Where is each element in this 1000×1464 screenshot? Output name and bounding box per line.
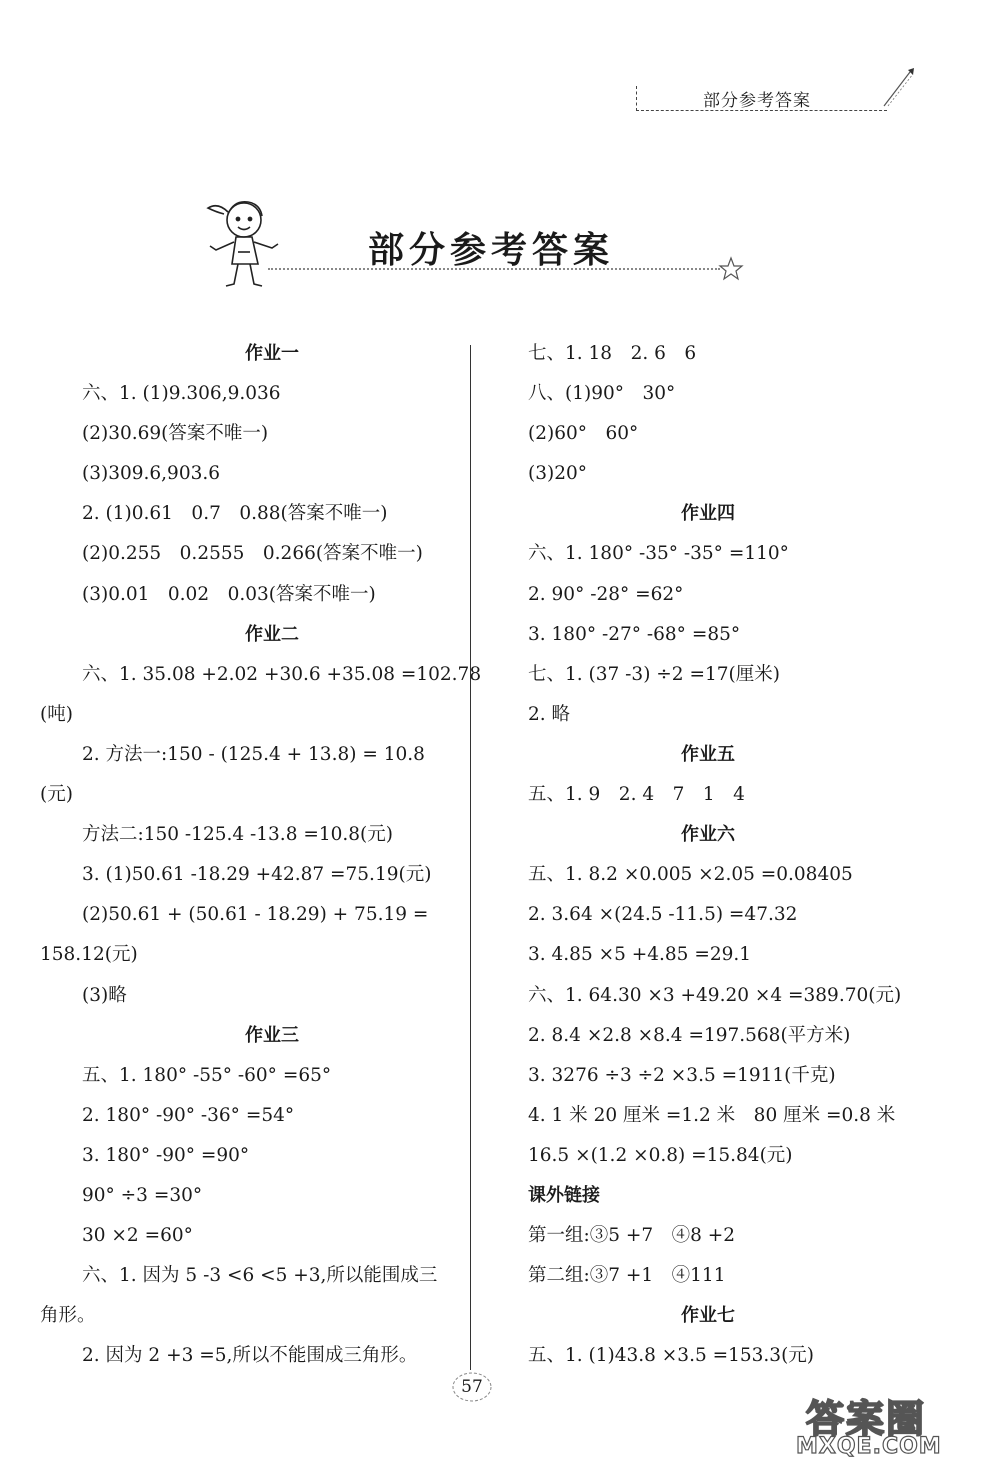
answer-line: 3. 180° -27° -68° =85° bbox=[528, 623, 741, 645]
answer-continuation: 158.12(元) bbox=[40, 944, 138, 966]
answer-line: 方法二:150 -125.4 -13.8 =10.8(元) bbox=[82, 824, 393, 846]
answer-line: 六、1. 因为 5 -3 <6 <5 +3,所以能围成三 bbox=[82, 1265, 438, 1287]
section-heading: 作业三 bbox=[245, 1024, 299, 1046]
answer-line: 第一组:③5 +7 ④8 +2 bbox=[528, 1225, 736, 1247]
page-number bbox=[450, 1370, 494, 1404]
right-column bbox=[528, 334, 968, 1376]
girl-illustration bbox=[200, 192, 284, 300]
answer-line: (3)20° bbox=[528, 463, 587, 485]
star-icon bbox=[718, 256, 744, 286]
answer-line: 3. 180° -90° =90° bbox=[82, 1144, 250, 1166]
answer-line: 七、1. 18 2. 6 6 bbox=[528, 343, 697, 364]
column-divider bbox=[470, 345, 471, 1370]
watermark bbox=[790, 1388, 990, 1460]
answer-line: (2)60° 60° bbox=[528, 423, 639, 445]
answer-line: 2. 略 bbox=[528, 703, 571, 725]
answer-line: 2. (1)0.61 0.7 0.88(答案不唯一) bbox=[82, 503, 388, 525]
answer-line: 2. 方法一:150 - (125.4 + 13.8) = 10.8 bbox=[82, 743, 425, 765]
answer-line: 2. 180° -90° -36° =54° bbox=[82, 1104, 295, 1126]
answer-line: 3. 3276 ÷3 ÷2 ×3.5 =1911(千克) bbox=[528, 1064, 836, 1086]
section-heading: 作业六 bbox=[681, 824, 735, 846]
section-heading: 作业一 bbox=[245, 343, 299, 364]
answer-line: (2)0.255 0.2555 0.266(答案不唯一) bbox=[82, 543, 423, 565]
page-number-text: 57 bbox=[461, 1377, 483, 1397]
answer-continuation: (元) bbox=[40, 784, 73, 806]
answer-line: 30 ×2 =60° bbox=[82, 1225, 193, 1247]
watermark-logo: 答案圈 bbox=[806, 1397, 927, 1441]
left-column bbox=[40, 334, 482, 1376]
answer-line: 六、1. 64.30 ×3 +49.20 ×4 =389.70(元) bbox=[528, 984, 902, 1006]
answer-line: 2. 因为 2 +3 =5,所以不能围成三角形。 bbox=[82, 1345, 418, 1367]
section-heading: 作业二 bbox=[245, 623, 299, 645]
answer-line: (3)309.6,903.6 bbox=[82, 463, 221, 485]
answer-line: 第二组:③7 +1 ④111 bbox=[528, 1265, 726, 1287]
main-title: 部分参考答案 bbox=[368, 230, 615, 271]
answer-line: 六、1. 35.08 +2.02 +30.6 +35.08 =102.78 bbox=[82, 663, 482, 685]
answer-continuation: (吨) bbox=[40, 703, 73, 725]
answer-line: 六、1. (1)9.306,9.036 bbox=[82, 383, 281, 405]
answer-line: (3)0.01 0.02 0.03(答案不唯一) bbox=[82, 583, 376, 605]
answer-line: 2. 90° -28° =62° bbox=[528, 583, 684, 605]
answer-line: 3. 4.85 ×5 +4.85 =29.1 bbox=[528, 944, 752, 966]
answer-line: 五、1. 8.2 ×0.005 ×2.05 =0.08405 bbox=[528, 864, 853, 886]
subsection-heading: 课外链接 bbox=[528, 1184, 600, 1206]
answer-line: (3)略 bbox=[82, 984, 127, 1006]
answer-line: 五、1. 180° -55° -60° =65° bbox=[82, 1064, 332, 1086]
answer-line: 八、(1)90° 30° bbox=[528, 383, 676, 405]
answer-line: 五、1. (1)43.8 ×3.5 =153.3(元) bbox=[528, 1345, 815, 1367]
header-tab-label: 部分参考答案 bbox=[703, 91, 811, 111]
answer-line: 90° ÷3 =30° bbox=[82, 1184, 203, 1206]
answer-line: 2. 8.4 ×2.8 ×8.4 =197.568(平方米) bbox=[528, 1024, 851, 1046]
answer-line: 3. (1)50.61 -18.29 +42.87 =75.19(元) bbox=[82, 864, 432, 886]
answer-line: 七、1. (37 -3) ÷2 =17(厘米) bbox=[528, 663, 780, 685]
answer-line: (2)30.69(答案不唯一) bbox=[82, 423, 269, 445]
answer-line: (2)50.61 + (50.61 - 18.29) + 75.19 = bbox=[82, 904, 429, 926]
answer-line: 六、1. 180° -35° -35° =110° bbox=[528, 543, 789, 565]
title-underline bbox=[268, 268, 720, 270]
section-heading: 作业四 bbox=[681, 503, 735, 525]
header-tab bbox=[636, 86, 887, 111]
watermark-url: MXQE.COM bbox=[796, 1434, 942, 1459]
pen-icon bbox=[880, 66, 920, 114]
answer-line: 五、1. 9 2. 4 7 1 4 bbox=[528, 784, 745, 806]
answer-line: 4. 1 米 20 厘米 =1.2 米 80 厘米 =0.8 米 bbox=[528, 1104, 896, 1126]
answer-line: 2. 3.64 ×(24.5 -11.5) =47.32 bbox=[528, 904, 798, 926]
section-heading: 作业七 bbox=[681, 1305, 735, 1327]
answer-line: 16.5 ×(1.2 ×0.8) =15.84(元) bbox=[528, 1144, 793, 1166]
answer-continuation: 角形。 bbox=[40, 1305, 96, 1327]
section-heading: 作业五 bbox=[681, 743, 735, 765]
